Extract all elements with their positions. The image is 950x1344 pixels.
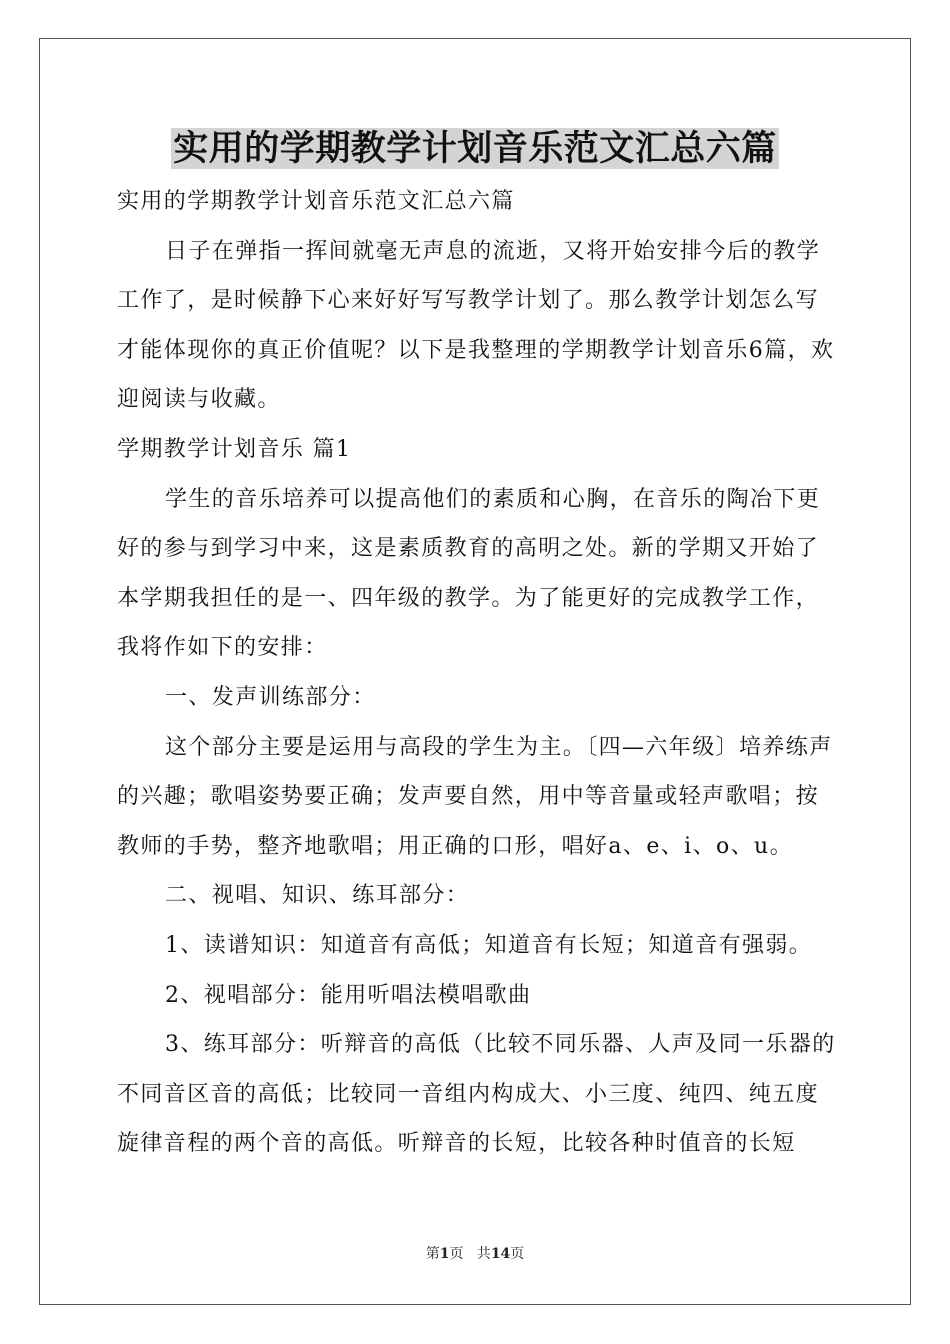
subsection-heading: 一、发声训练部分： [165, 684, 376, 710]
section-heading: 学期教学计划音乐 篇1 [117, 436, 352, 462]
paragraph: 这个部分主要是运用与高段的学生为主。〔四—六年级〕培养练声的兴趣；歌唱姿势要正确；发声要自然，用中等音量或轻声歌唱；按教师的手势，整齐地歌唱；用正确的口形，唱好a、e、i、o、u。 [117, 734, 833, 859]
list-item: 1、读谱知识：知道音有高低；知道音有长短；知道音有强弱。 [165, 932, 813, 958]
document-subtitle: 实用的学期教学计划音乐范文汇总六篇 [117, 189, 515, 214]
subsection-heading: 二、视唱、知识、练耳部分： [165, 883, 470, 909]
list-item: 3、练耳部分：听辩音的高低（比较不同乐器、人声及同一乐器的不同音区音的高低；比较同一音组内构成大、小三度、纯四、纯五度旋律音程的两个音的高低。听辩音的长短，比较各种时值音的长短 [117, 1032, 836, 1157]
list-item: 2、视唱部分：能用听唱法模唱歌曲 [165, 982, 532, 1008]
document-body [117, 177, 837, 1169]
document-title-text: 实用的学期教学计划音乐范文汇总六篇 [173, 128, 777, 169]
page-label-mid: 页 共 [449, 1246, 491, 1262]
page-current-number: 1 [439, 1246, 450, 1262]
paragraph-intro: 日子在弹指一挥间就毫无声息的流逝，又将开始安排今后的教学工作了，是时候静下心来好好写写教学计划了。那么教学计划怎么写才能体现你的真正价值呢？以下是我整理的学期教学计划音乐6篇，欢迎阅读与收藏。 [117, 238, 835, 413]
page-footer [0, 1244, 950, 1264]
page-total-number: 14 [490, 1246, 511, 1262]
page-label-suffix: 页 [510, 1246, 525, 1262]
paragraph: 学生的音乐培养可以提高他们的素质和心胸，在音乐的陶冶下更好的参与到学习中来，这是素质教育的高明之处。新的学期又开始了本学期我担任的是一、四年级的教学。为了能更好的完成教学工作，我将作如下的安排： [117, 486, 821, 661]
page-label-prefix: 第 [425, 1246, 440, 1262]
document-title [0, 124, 950, 174]
